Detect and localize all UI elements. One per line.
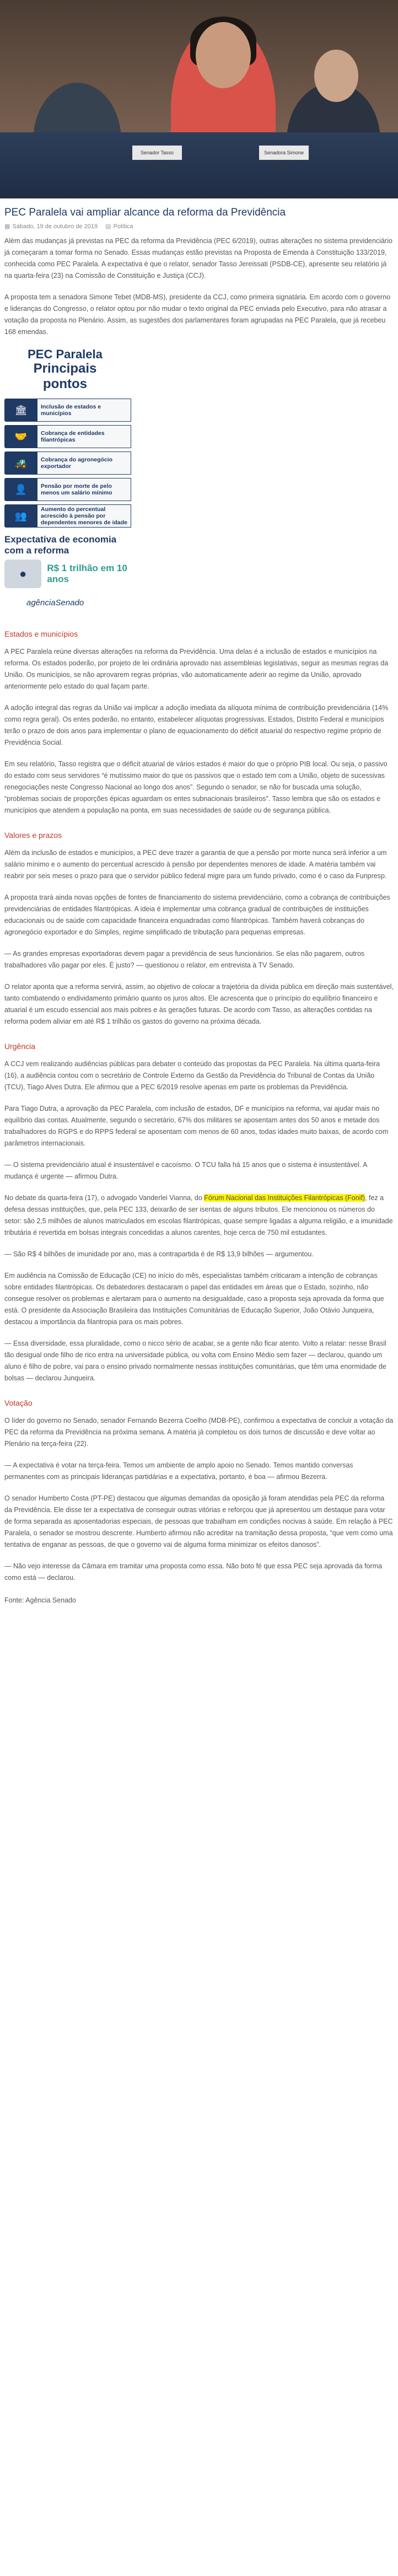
name-plate: Senador Tasso Jereissati: [132, 146, 182, 160]
paragraph: O senador Humberto Costa (PT-PE) destacou que algumas demandas da oposição já foram atendidas pela PEC da reforma da Previdência. Ele disse ter a expectativa de conseguir outras vitórias e reforçou que já apresentou um destaque para votar de forma separada as aposentadorias especiais, de pessoas que trabalham em condições nocivas à saúde. Em relação à PEC Paralela, o senador se mostrou descrente. Humberto afirmou não acreditar na tramitação dessa proposta, “que vem como uma tentativa de enganar as pessoas, de que o governo vai de alguma forma minimizar os efeitos danosos”.: [4, 1494, 393, 1548]
infographic-item-label: Cobrança do agronegócio exportador: [37, 451, 131, 475]
infographic-item: [4, 451, 131, 475]
paragraph: — Essa diversidade, essa pluralidade, como o nicco sério de acabar, se a gente não ficar atento. Volto a relatar: nesse Brasil tão desigual onde filho de rico entra na universidade pública, ou volta com Ensino Médio sem fazer — declarou, quando um aluno é filho de pobre, vai para o ensino privado normalmente nessas instituições comunitárias, que têm uma enormidade de bolsas — declarou Junqueira.: [4, 1340, 386, 1382]
paragraph-with-highlight: [4, 1192, 394, 1239]
building-icon: 🏛: [4, 399, 37, 422]
folder-icon: ▤: [105, 223, 111, 230]
infographic-economy-value: R$ 1 trilhão em 10 anos: [47, 563, 127, 584]
text-segment: , fez a defesa dessas instituições, que, pela PEC 133, deixarão de ser isentas de alguns tributos. Ele mencionou os números do setor: são 2,5 milhões de alunos matriculados em escolas filantrópicas, quase sempre ligadas a alguma religião, e a imunidade tributária é revertida em bolsas integrais concedidas a alunos carentes, hoje cerca de 750 mil estudantes.: [4, 1194, 393, 1236]
calendar-icon: ▦: [4, 223, 10, 230]
name-plate: Senadora Simone Tebet: [259, 146, 309, 160]
section-heading: Estados e municípios: [4, 630, 78, 638]
paragraph: — Não vejo interesse da Câmara em tramitar uma proposta como essa. Não boto fé que essa PEC seja aprovada da forma como está — declarou.: [4, 1562, 383, 1582]
article-meta: [4, 223, 394, 230]
infographic-item-label: Inclusão de estados e municípios: [37, 399, 131, 422]
infographic-economy: [4, 560, 148, 588]
photo-person-center-face: [196, 22, 251, 88]
infographic-item-label: Aumento do percentual acrescido à pensão por dependentes menores de idade: [37, 504, 131, 528]
handshake-icon: 🤝: [4, 425, 37, 448]
infographic: [4, 348, 148, 607]
date-text: Sábado, 19 de outubro de 2019: [12, 223, 98, 230]
paragraph: A proposta tem a senadora Simone Tebet (MDB-MS), presidente da CCJ, como primeira signatária. Em acordo com o governo e lideranças do Congresso, o relator optou por não mudar o texto original da PEC enviada pelo Executivo, para não atrasar a votação da proposta no Plenário. Assim, as sugestões dos parlamentares foram agrupadas na PEC Paralela, que já recebeu 168 emendas.: [4, 293, 391, 336]
article-title: PEC Paralela vai ampliar alcance da reforma da Previdência: [4, 207, 286, 218]
paragraph: A proposta trará ainda novas opções de fontes de financiamento do sistema previdenciário, como a cobrança de contribuições previdenciárias de entidades filantrópicas. A ideia é implementar uma cobrança gradual de contribuições de instituições educacionais ou de saúde com capacidade financeira enquadradas como filantrópicas. Também haverá cobranças do agronegócio exportador e do Simples, regime simplificado de tributação para pequenas empresas.: [4, 894, 390, 936]
infographic-item: [4, 425, 131, 448]
tractor-icon: 🚜: [4, 451, 37, 475]
family-icon: 👥: [4, 504, 37, 528]
paragraph: Além da inclusão de estados e municípios, a PEC deve trazer a garantia de que a pensão por morte nunca será inferior a um salário mínimo e o aumento do percentual acrescido à pensão por dependentes menores de idade. A matéria também vai reabrir por seis meses o prazo para que o servidor público federal migre para um fundo privado, como é o caso da Funpresp.: [4, 849, 387, 880]
section-heading: Valores e prazos: [4, 831, 62, 840]
infographic-title: PEC Paralela: [28, 347, 103, 361]
paragraph: — A expectativa é votar na terça-feira. Temos um ambiente de amplo apoio no Senado. Temos mantido conversas permanentes com as principais lideranças partidárias e a expectativa, portanto, é boa — afirmou Bezerra.: [4, 1461, 353, 1481]
paragraph: A PEC Paralela reúne diversas alterações na reforma da Previdência. Uma delas é a inclusão de estados e municípios na reforma. Os estados poderão, por projeto de lei ordinária aprovado nas assembleias legislativas, seguir as mesmas regras da União. Os municípios, se não aprovarem regras próprias, vão automaticamente aderir ao regime da União, aprovado anteriormente pelo estado do qual façam parte.: [4, 648, 389, 690]
paragraph: A adoção integral das regras da União vai implicar a adoção imediata da alíquota mínima de contribuição previdenciária (14% como regra geral). Os entes poderão, no entanto, estabelecer alíquotas progressivas. Estados, Distrito Federal e municípios terão o prazo de dois anos para implementar o plano de equacionamento do déficit atuarial do respectivo regime próprio de Previdência Social.: [4, 704, 389, 746]
infographic-item: [4, 478, 131, 501]
section-heading: Urgência: [4, 1042, 36, 1051]
infographic-subtitle: Principais pontos: [33, 361, 97, 391]
highlighted-text: Fórum Nacional das Instituições Filantrópicas (Fonif): [204, 1194, 365, 1202]
infographic-item: [4, 504, 131, 528]
paragraph: — São R$ 4 bilhões de imunidade por ano, mas a contrapartida é de R$ 13,9 bilhões — argumentou.: [4, 1250, 314, 1258]
article-date: [4, 223, 98, 230]
agencia-senado-logo: agênciaSenado: [26, 598, 84, 607]
paragraph: Em audiência na Comissão de Educação (CE) no início do mês, especialistas também criticaram a intenção de cobranças sobre entidades filantrópicas. Os debatedores destacaram o papel das entidades em áreas que o Estado, sozinho, não consegue resolver os problemas e alertaram para o aumento na desigualdade, caso a proposta seja aprovada da forma que está. O presidente da Associação Brasileira das Instituições Comunitárias de Educação Superior, João Otávio Junqueira, destacou a importância da filantropia para os mais pobres.: [4, 1272, 384, 1326]
hero-photo: [0, 0, 398, 198]
text-segment: No debate da quarta-feira (17), o advogado Vanderlei Vianna, do: [4, 1194, 205, 1202]
paragraph: O relator aponta que a reforma servirá, assim, ao objetivo de colocar a trajetória da dívida pública em direção mais sustentável, tanto combatendo o endividamento primário quanto os juros altos. Ele acrescenta que o princípio do equilíbrio financeiro e atuarial é um escudo essencial aos mais pobres e às gerações futuras. De acordo com Tasso, as alterações contidas na reforma podem aliviar em até R$ 1 trilhão os gastos do governo na próxima década.: [4, 983, 394, 1025]
infographic-item: [4, 399, 131, 422]
photo-person-right-head: [314, 50, 358, 102]
infographic-item-label: Cobrança de entidades filantrópicas: [37, 425, 131, 448]
infographic-economy-title: Expectativa de economia com a reforma: [4, 534, 117, 556]
paragraph: Em seu relatório, Tasso registra que o déficit atuarial de vários estados é maior do que o próprio PIB local. Ou seja, o passivo do estado com seus servidores “é mutíssimo maior do que os passivos que o estado tem com a União, objeto de sucessivas renegociações neste Congresso Nacional ao longo dos anos”. Segundo o senador, se não for buscada uma solução, “problemas sociais de proporções épicas aguardam os entes subnacionais brasileiros”. Tasso lembra que são os estados e municípios que atendem a população na ponta, em suas necessidades de saúde ou de segurança pública.: [4, 760, 388, 814]
paragraph: — As grandes empresas exportadoras devem pagar a previdência de seus funcionários. Se elas não pagarem, outros trabalhadores vão pagar por eles. É justo? — questionou o relator, em entrevista à TV Senado.: [4, 950, 365, 969]
paragraph: Para Tiago Dutra, a aprovação da PEC Paralela, com inclusão de estados, DF e municípios na reforma, vai ajudar mais no equilíbrio das contas. Atualmente, segundo o secretário, 67% dos militares se aposentam antes dos 50 anos e metade dos trabalhadores do RGPS e do RPPS federal se aposentam com menos de 60 anos, todas idades muito baixas, de acordo com parâmetros internacionais.: [4, 1105, 389, 1147]
source-credit: Fonte: Agência Senado: [4, 1596, 76, 1604]
section-heading: Votação: [4, 1399, 33, 1407]
paragraph: Além das mudanças já previstas na PEC da reforma da Previdência (PEC 6/2019), outras alterações no sistema previdenciário já começaram a tomar forma no Senado. Essas mudanças estão previstas na Proposta de Emenda à Constituição 133/2019, conhecida como PEC Paralela. A expectativa é que o relator, senador Tasso Jereissati (PSDB-CE), apresente seu relatório já na quarta-feira (23) na Comissão de Constituição e Justiça (CCJ).: [4, 237, 392, 279]
category-text[interactable]: Política: [113, 223, 133, 230]
photo-bench: [0, 132, 398, 198]
coins-icon: ●: [4, 560, 41, 588]
paragraph: O líder do governo no Senado, senador Fernando Bezerra Coelho (MDB-PE), confirmou a expectativa de concluir a votação da PEC da reforma da Previdência na próxima semana. A matéria já completou os dois turnos de discussão e deve voltar ao Plenário na terça-feira (22).: [4, 1417, 394, 1448]
paragraph: A CCJ vem realizando audiências públicas para debater o conteúdo das propostas da PEC Paralela. Na última quarta-feira (16), a audiência contou com o secretário de Controle Externo da Gestão da Previdência do Tribunal de Contas da União (TCU), Tiago Alves Dutra. Ele afirmou que a PEC 6/2019 resolve apenas em parte os problemas da Previdência.: [4, 1060, 380, 1091]
article-category[interactable]: [105, 223, 133, 230]
paragraph: — O sistema previdenciário atual é insustentável e cacoísmo. O TCU falla há 15 anos que o sistema é insustentável. A mudança é urgente — afirmou Dutra.: [4, 1161, 367, 1180]
person-icon: 👤: [4, 478, 37, 501]
infographic-item-label: Pensão por morte de pelo menos um salário mínimo: [37, 478, 131, 501]
